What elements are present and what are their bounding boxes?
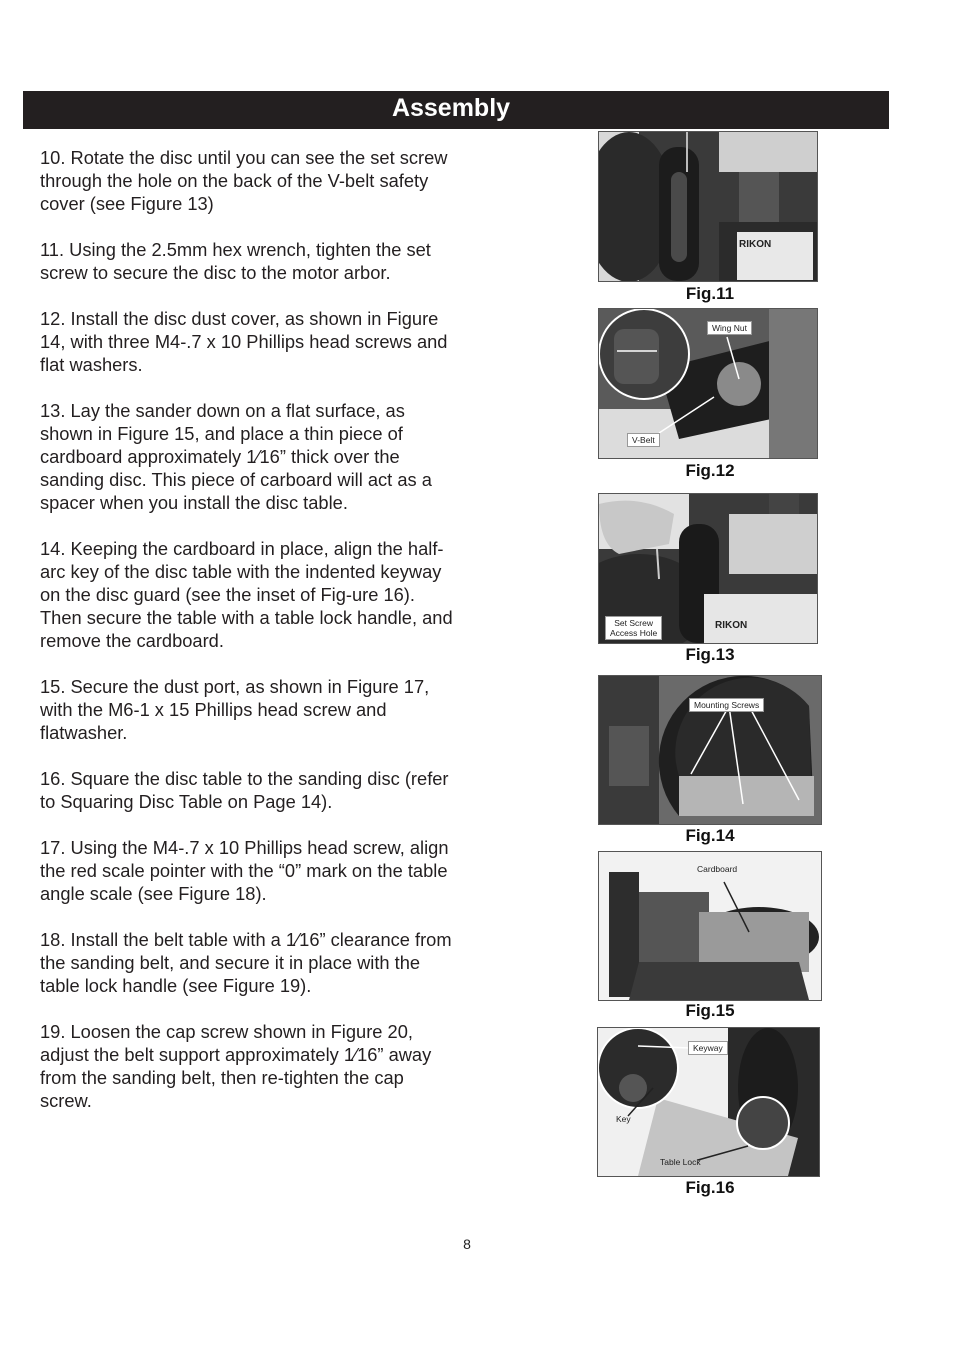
- fig16-callout-key: Key: [616, 1114, 631, 1124]
- fig12-caption: Fig.12: [685, 461, 735, 480]
- fig13-callout-line-1: Set Screw: [614, 618, 653, 628]
- figure-11-illustration: [599, 132, 817, 281]
- fig13-callout-line-2: Access Hole: [610, 628, 658, 638]
- figure-16-photo: [597, 1027, 820, 1177]
- fig15-callout-cardboard: Cardboard: [697, 864, 738, 874]
- step-15: 15. Secure the dust port, as shown in Figure 17, with the M6-1 x 15 Phillips head screw and flatwasher.: [40, 676, 430, 743]
- step-18: 18. Install the belt table with a 1⁄16” clearance from the sanding belt, and secure it in place with the table lock handle (see Figure 19).: [40, 929, 452, 996]
- fig14-caption: Fig.14: [685, 826, 735, 845]
- step-17: 17. Using the M4-.7 x 10 Phillips head screw, align the red scale pointer with the “0” mark on the table angle scale (see Figure 18).: [40, 837, 449, 904]
- figure-11-photo: [598, 131, 818, 282]
- figure-14-photo: [598, 675, 822, 825]
- fig16-callout-table-lock: Table Lock: [660, 1157, 701, 1167]
- step-19: 19. Loosen the cap screw shown in Figure 20, adjust the belt support approximately 1⁄16” away from the sanding belt, then re-tighten the cap screw.: [40, 1021, 432, 1111]
- step-10: 10. Rotate the disc until you can see the set screw through the hole on the back of the V-belt safety cover (see Figure 13): [40, 147, 448, 214]
- fig12-callout-wing-nut: Wing Nut: [707, 321, 752, 335]
- fig12-callout-v-belt: V-Belt: [627, 433, 660, 447]
- step-16: 16. Square the disc table to the sanding disc (refer to Squaring Disc Table on Page 14).: [40, 768, 449, 812]
- step-12: 12. Install the disc dust cover, as shown in Figure 14, with three M4-.7 x 10 Phillips head screws and flat washers.: [40, 308, 448, 375]
- section-header-bar: [23, 91, 889, 129]
- page-number: 8: [463, 1236, 471, 1252]
- assembly-steps: [40, 146, 460, 1135]
- fig13-callout-set-screw: [605, 616, 662, 640]
- figure-15-photo: [598, 851, 822, 1001]
- step-14: 14. Keeping the cardboard in place, align the half-arc key of the disc table with the indented keyway on the disc guard (see the inset of Fig-ure 16). Then secure the table with a table lock handle, and remove the cardboard.: [40, 538, 453, 651]
- figure-13-photo: [598, 493, 818, 644]
- fig11-caption: Fig.11: [685, 284, 735, 303]
- step-13: 13. Lay the sander down on a flat surface, as shown in Figure 15, and place a thin piece of cardboard approximately 1⁄16” thick over the sanding disc. This piece of carboard will act as a spacer when you install the disc table.: [40, 400, 432, 513]
- fig15-caption: Fig.15: [685, 1001, 735, 1020]
- fig13-brand-label: RIKON: [715, 620, 748, 631]
- figure-15-illustration: [599, 852, 821, 1000]
- section-title: Assembly: [391, 94, 511, 122]
- figure-12-photo: [598, 308, 818, 459]
- fig11-brand-label: RIKON: [739, 239, 772, 250]
- fig16-callout-keyway: Keyway: [688, 1041, 728, 1055]
- fig16-caption: Fig.16: [685, 1178, 735, 1197]
- step-11: 11. Using the 2.5mm hex wrench, tighten the set screw to secure the disc to the motor arbor.: [40, 239, 431, 283]
- fig14-callout-mounting-screws: Mounting Screws: [689, 698, 764, 712]
- fig13-caption: Fig.13: [685, 645, 735, 664]
